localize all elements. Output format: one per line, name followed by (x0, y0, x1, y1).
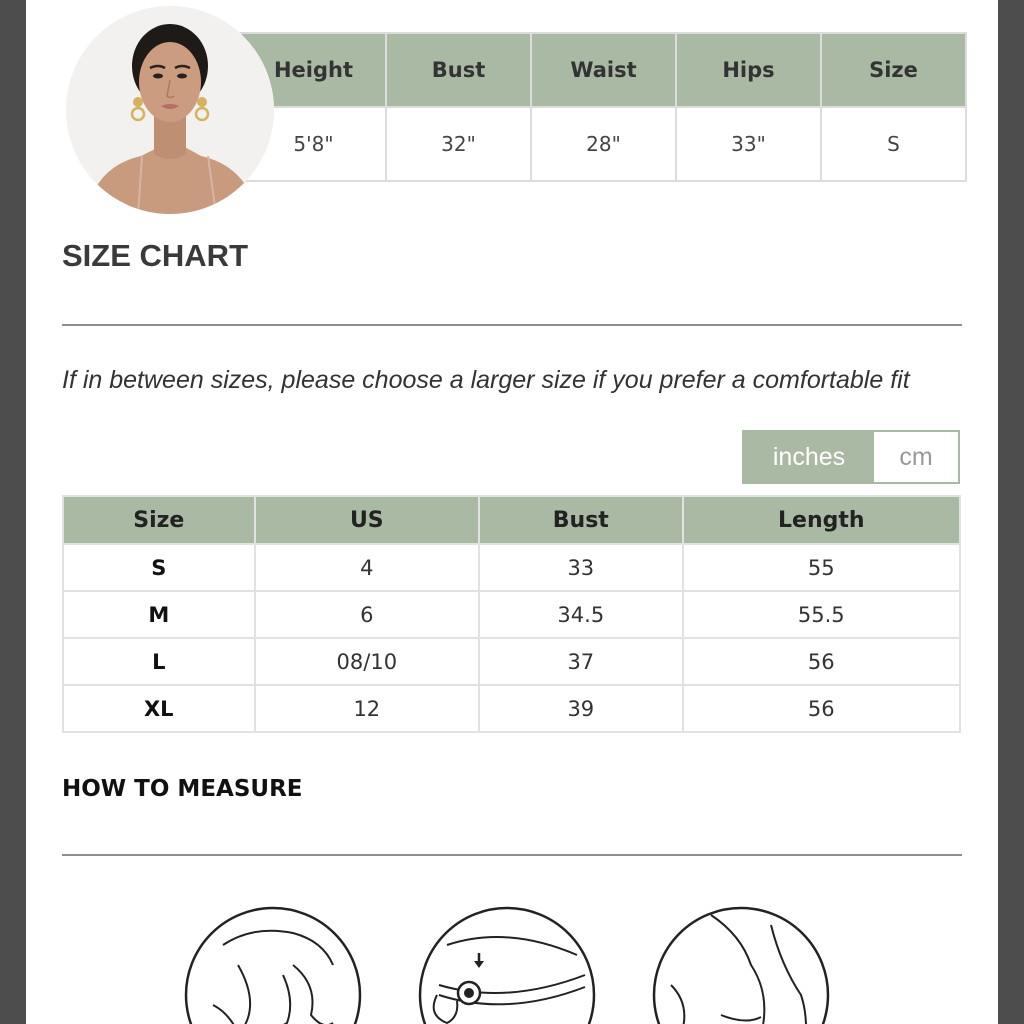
model-header-row (241, 33, 966, 107)
fit-note: If in between sizes, please choose a larger size if you prefer a comfortable fit (62, 366, 910, 394)
model-height-value: 5'8" (241, 107, 386, 181)
table-row (63, 591, 960, 638)
unit-toggle (742, 430, 960, 484)
header-size: Size (63, 496, 255, 544)
header-length: Length (683, 496, 960, 544)
table-row (63, 685, 960, 732)
bust-measure-illustration (183, 905, 363, 1024)
size-chart-table (62, 495, 961, 733)
model-hips-value: 33" (676, 107, 821, 181)
size-guide-panel (26, 0, 998, 1024)
right-frame (998, 0, 1024, 1024)
hips-measure-illustration (651, 905, 831, 1024)
model-header-bust: Bust (386, 33, 531, 107)
unit-inches-button[interactable]: inches (744, 432, 874, 482)
bust-cell: 33 (479, 544, 683, 591)
model-header-hips: Hips (676, 33, 821, 107)
us-cell: 4 (255, 544, 479, 591)
section-divider (62, 854, 962, 856)
table-row (63, 544, 960, 591)
us-cell: 6 (255, 591, 479, 638)
size-cell: M (63, 591, 255, 638)
model-header-height: Height (241, 33, 386, 107)
size-table-header-row (63, 496, 960, 544)
bust-cell: 37 (479, 638, 683, 685)
model-avatar (66, 6, 274, 214)
size-cell: S (63, 544, 255, 591)
bust-cell: 39 (479, 685, 683, 732)
size-chart-title: SIZE CHART (62, 238, 248, 273)
model-size-value: S (821, 107, 966, 181)
waist-measure-illustration (417, 905, 597, 1024)
model-header-size: Size (821, 33, 966, 107)
length-cell: 56 (683, 638, 960, 685)
length-cell: 55.5 (683, 591, 960, 638)
model-portrait-image (66, 6, 274, 214)
unit-cm-button[interactable]: cm (874, 432, 958, 482)
model-value-row (241, 107, 966, 181)
model-measurements-table (240, 32, 967, 182)
bust-cell: 34.5 (479, 591, 683, 638)
model-waist-value: 28" (531, 107, 676, 181)
length-cell: 55 (683, 544, 960, 591)
size-cell: L (63, 638, 255, 685)
model-header-waist: Waist (531, 33, 676, 107)
length-cell: 56 (683, 685, 960, 732)
us-cell: 12 (255, 685, 479, 732)
header-bust: Bust (479, 496, 683, 544)
us-cell: 08/10 (255, 638, 479, 685)
how-to-measure-title: HOW TO MEASURE (62, 776, 303, 802)
size-cell: XL (63, 685, 255, 732)
left-frame (0, 0, 26, 1024)
model-bust-value: 32" (386, 107, 531, 181)
section-divider (62, 324, 962, 326)
header-us: US (255, 496, 479, 544)
table-row (63, 638, 960, 685)
